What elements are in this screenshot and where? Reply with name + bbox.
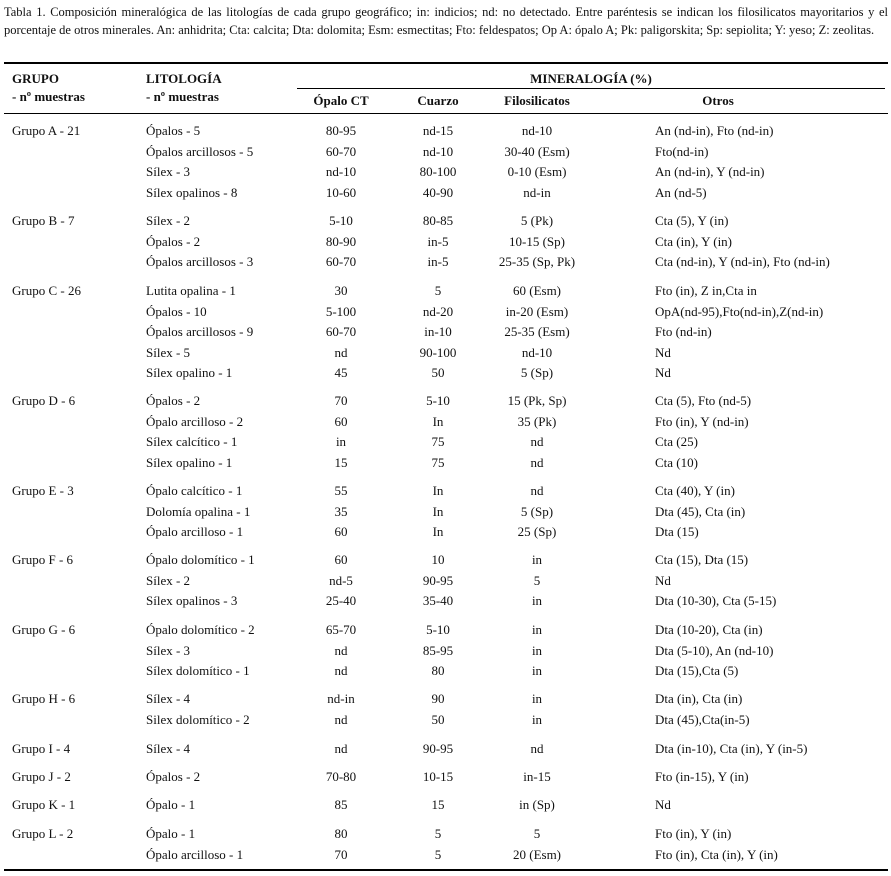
cell-cuarzo: in-10: [424, 324, 452, 339]
cell-otros: Cta (15), Dta (15): [655, 552, 749, 567]
cell-opalo-ct: 70-80: [325, 769, 357, 784]
cell-opalo-ct: nd-5: [329, 573, 353, 588]
cell-otros: Dta (45), Cta (in): [655, 504, 746, 519]
cell-cuarzo: 10-15: [422, 769, 454, 784]
header-filosilicatos: Filosilicatos: [504, 93, 570, 108]
cell-cuarzo: 15: [431, 797, 445, 812]
cell-filosilicatos: in: [531, 691, 543, 706]
cell-litologia: Silex dolomítico - 2: [146, 712, 250, 727]
cell-litologia: Sílex opalino - 1: [146, 455, 233, 470]
cell-otros: Fto (in-15), Y (in): [655, 769, 749, 784]
cell-otros: Dta (15): [655, 524, 699, 539]
cell-otros: Dta (10-20), Cta (in): [655, 622, 763, 637]
cell-otros: An (nd-in), Y (nd-in): [655, 164, 765, 179]
cell-litologia: Ópalo arcilloso - 1: [146, 524, 244, 539]
cell-litologia: Ópalo arcilloso - 1: [146, 847, 244, 862]
cell-filosilicatos: 5: [533, 826, 541, 841]
cell-cuarzo: 80: [431, 663, 445, 678]
cell-otros: Cta (40), Y (in): [655, 483, 735, 498]
cell-cuarzo: 10: [431, 552, 445, 567]
cell-opalo-ct: 60: [334, 552, 348, 567]
cell-opalo-ct: nd: [334, 741, 348, 756]
cell-litologia: Lutita opalina - 1: [146, 283, 236, 298]
group-label: Grupo F - 6: [12, 552, 74, 567]
group-label: Grupo D - 6: [12, 393, 76, 408]
cell-otros: Fto (in), Cta (in), Y (in): [655, 847, 778, 862]
cell-otros: Nd: [655, 797, 671, 812]
cell-cuarzo: 5-10: [426, 622, 450, 637]
cell-cuarzo: 40-90: [422, 185, 454, 200]
header-rule: [4, 113, 888, 114]
cell-opalo-ct: nd: [334, 663, 348, 678]
cell-filosilicatos: 60 (Esm): [512, 283, 562, 298]
group-label: Grupo G - 6: [12, 622, 76, 637]
cell-litologia: Sílex calcítico - 1: [146, 434, 238, 449]
cell-opalo-ct: 80: [334, 826, 348, 841]
group-label: Grupo C - 26: [12, 283, 81, 298]
cell-opalo-ct: 65-70: [325, 622, 357, 637]
cell-opalo-ct: 15: [334, 455, 348, 470]
cell-cuarzo: 90-95: [422, 741, 454, 756]
cell-litologia: Sílex - 3: [146, 643, 191, 658]
cell-litologia: Ópalos - 2: [146, 234, 201, 249]
cell-filosilicatos: in: [531, 712, 543, 727]
cell-cuarzo: 35-40: [422, 593, 454, 608]
cell-litologia: Ópalos arcillosos - 9: [146, 324, 254, 339]
header-grupo-sub: - nº muestras: [12, 89, 85, 104]
cell-otros: Dta (10-30), Cta (5-15): [655, 593, 777, 608]
header-opalo-ct: Ópalo CT: [313, 93, 369, 108]
cell-opalo-ct: 35: [334, 504, 348, 519]
cell-filosilicatos: in: [531, 552, 543, 567]
cell-otros: Cta (nd-in), Y (nd-in), Fto (nd-in): [655, 254, 830, 269]
cell-litologia: Ópalo arcilloso - 2: [146, 414, 244, 429]
cell-cuarzo: 90-95: [422, 573, 454, 588]
cell-litologia: Sílex opalinos - 8: [146, 185, 238, 200]
cell-otros: Nd: [655, 573, 671, 588]
cell-otros: Dta (in), Cta (in): [655, 691, 743, 706]
cell-otros: Fto(nd-in): [655, 144, 709, 159]
cell-cuarzo: 75: [431, 455, 445, 470]
cell-litologia: Sílex opalinos - 3: [146, 593, 238, 608]
cell-otros: Fto (in), Y (in): [655, 826, 732, 841]
cell-opalo-ct: 70: [334, 393, 348, 408]
cell-cuarzo: In: [432, 414, 444, 429]
cell-filosilicatos: in-15: [523, 769, 551, 784]
cell-otros: Cta (5), Y (in): [655, 213, 729, 228]
table-caption: Tabla 1. Composición mineralógica de las litologías de cada grupo geográfico; in: indicios; nd: no detectado. Entre paréntesis se indican los filosilicatos mayoritarios y el porcentaje de otros minerales. An: anhidrita; Cta: calcita; Dta: dolomita; Esm: esmectitas; Fto: feldespatos; Op A: ópalo A; Pk: paligorskita; Sp: sepiolita; Y: yeso; Z: zeolitas.: [4, 5, 888, 37]
cell-otros: Cta (5), Fto (nd-5): [655, 393, 752, 408]
cell-cuarzo: in-5: [427, 234, 449, 249]
cell-otros: Dta (15),Cta (5): [655, 663, 739, 678]
cell-filosilicatos: 5: [533, 573, 541, 588]
cell-litologia: Ópalos - 2: [146, 393, 201, 408]
cell-filosilicatos: in: [531, 593, 543, 608]
cell-filosilicatos: nd: [530, 483, 544, 498]
cell-filosilicatos: nd-10: [521, 123, 553, 138]
cell-litologia: Ópalos - 5: [146, 123, 201, 138]
cell-opalo-ct: 5-100: [325, 304, 357, 319]
header-litologia: LITOLOGÍA: [146, 71, 222, 86]
mineralogia-underline: [297, 88, 885, 89]
cell-litologia: Sílex - 4: [146, 691, 191, 706]
cell-opalo-ct: nd: [334, 643, 348, 658]
header-otros: Otros: [702, 93, 734, 108]
cell-otros: Cta (10): [655, 455, 698, 470]
cell-filosilicatos: in (Sp): [519, 797, 555, 812]
cell-cuarzo: 50: [431, 365, 445, 380]
cell-filosilicatos: nd: [530, 434, 544, 449]
cell-cuarzo: 5: [434, 847, 442, 862]
cell-filosilicatos: 25 (Sp): [517, 524, 557, 539]
group-label: Grupo B - 7: [12, 213, 75, 228]
cell-opalo-ct: 55: [334, 483, 348, 498]
cell-opalo-ct: 80-95: [325, 123, 357, 138]
cell-cuarzo: 5: [434, 283, 442, 298]
group-label: Grupo K - 1: [12, 797, 76, 812]
cell-opalo-ct: 10-60: [325, 185, 357, 200]
cell-cuarzo: nd-20: [422, 304, 454, 319]
cell-filosilicatos: 30-40 (Esm): [504, 144, 570, 159]
header-cuarzo: Cuarzo: [417, 93, 459, 108]
cell-cuarzo: In: [432, 524, 444, 539]
cell-litologia: Sílex - 2: [146, 213, 191, 228]
cell-litologia: Ópalo calcítico - 1: [146, 483, 243, 498]
cell-cuarzo: 50: [431, 712, 445, 727]
cell-opalo-ct: nd-10: [325, 164, 357, 179]
header-mineralogia: MINERALOGÍA (%): [530, 71, 652, 86]
cell-filosilicatos: nd: [530, 455, 544, 470]
cell-litologia: Sílex - 5: [146, 345, 191, 360]
cell-cuarzo: 5-10: [426, 393, 450, 408]
cell-filosilicatos: 5 (Sp): [520, 365, 554, 380]
cell-cuarzo: nd-10: [422, 144, 454, 159]
cell-filosilicatos: 5 (Pk): [520, 213, 554, 228]
cell-otros: Fto (nd-in): [655, 324, 712, 339]
cell-litologia: Ópalo dolomítico - 1: [146, 552, 255, 567]
cell-filosilicatos: 25-35 (Esm): [504, 324, 570, 339]
bottom-rule: [4, 869, 888, 871]
cell-litologia: Ópalos arcillosos - 5: [146, 144, 254, 159]
cell-cuarzo: In: [432, 483, 444, 498]
cell-otros: Dta (45),Cta(in-5): [655, 712, 750, 727]
group-label: Grupo A - 21: [12, 123, 81, 138]
cell-filosilicatos: 10-15 (Sp): [509, 234, 565, 249]
group-label: Grupo E - 3: [12, 483, 74, 498]
cell-litologia: Ópalo dolomítico - 2: [146, 622, 255, 637]
cell-opalo-ct: nd-in: [327, 691, 355, 706]
cell-litologia: Sílex dolomítico - 1: [146, 663, 250, 678]
cell-cuarzo: in-5: [427, 254, 449, 269]
cell-litologia: Ópalos arcillosos - 3: [146, 254, 254, 269]
cell-cuarzo: 90: [431, 691, 445, 706]
header-litologia-sub: - nº muestras: [146, 89, 219, 104]
cell-cuarzo: 5: [434, 826, 442, 841]
cell-opalo-ct: 25-40: [325, 593, 357, 608]
cell-cuarzo: nd-15: [422, 123, 454, 138]
cell-filosilicatos: 5 (Sp): [520, 504, 554, 519]
cell-otros: An (nd-in), Fto (nd-in): [655, 123, 774, 138]
cell-filosilicatos: in-20 (Esm): [505, 304, 569, 319]
cell-otros: Nd: [655, 365, 671, 380]
group-label: Grupo H - 6: [12, 691, 76, 706]
cell-cuarzo: 80-85: [422, 213, 454, 228]
cell-filosilicatos: 25-35 (Sp, Pk): [498, 254, 576, 269]
cell-opalo-ct: 60: [334, 524, 348, 539]
cell-filosilicatos: nd: [530, 741, 544, 756]
cell-litologia: Sílex opalino - 1: [146, 365, 233, 380]
cell-cuarzo: 90-100: [419, 345, 457, 360]
cell-opalo-ct: nd: [334, 345, 348, 360]
cell-opalo-ct: 80-90: [325, 234, 357, 249]
cell-litologia: Ópalo - 1: [146, 826, 196, 841]
top-rule: [4, 62, 888, 64]
cell-litologia: Ópalos - 2: [146, 769, 201, 784]
cell-litologia: Dolomía opalina - 1: [146, 504, 251, 519]
cell-opalo-ct: nd: [334, 712, 348, 727]
group-label: Grupo I - 4: [12, 741, 71, 756]
cell-filosilicatos: nd-10: [521, 345, 553, 360]
cell-opalo-ct: 60-70: [325, 254, 357, 269]
cell-otros: Cta (in), Y (in): [655, 234, 733, 249]
cell-otros: Fto (in), Z in,Cta in: [655, 283, 757, 298]
cell-otros: Fto (in), Y (nd-in): [655, 414, 749, 429]
cell-opalo-ct: 30: [334, 283, 348, 298]
cell-filosilicatos: 0-10 (Esm): [507, 164, 567, 179]
cell-litologia: Ópalo - 1: [146, 797, 196, 812]
cell-otros: Nd: [655, 345, 671, 360]
cell-litologia: Sílex - 2: [146, 573, 191, 588]
cell-filosilicatos: 20 (Esm): [512, 847, 562, 862]
cell-cuarzo: 85-95: [422, 643, 454, 658]
group-label: Grupo L - 2: [12, 826, 74, 841]
cell-opalo-ct: in: [335, 434, 347, 449]
cell-opalo-ct: 5-10: [329, 213, 353, 228]
cell-cuarzo: 75: [431, 434, 445, 449]
cell-filosilicatos: in: [531, 663, 543, 678]
cell-filosilicatos: nd-in: [523, 185, 551, 200]
cell-cuarzo: In: [432, 504, 444, 519]
cell-opalo-ct: 60: [334, 414, 348, 429]
cell-litologia: Sílex - 4: [146, 741, 191, 756]
cell-otros: Dta (5-10), An (nd-10): [655, 643, 774, 658]
cell-otros: OpA(nd-95),Fto(nd-in),Z(nd-in): [655, 304, 824, 319]
cell-litologia: Sílex - 3: [146, 164, 191, 179]
header-grupo: GRUPO: [12, 71, 59, 86]
cell-otros: Dta (in-10), Cta (in), Y (in-5): [655, 741, 808, 756]
cell-filosilicatos: 15 (Pk, Sp): [507, 393, 567, 408]
cell-cuarzo: 80-100: [419, 164, 457, 179]
cell-filosilicatos: in: [531, 622, 543, 637]
cell-otros: Cta (25): [655, 434, 698, 449]
cell-otros: An (nd-5): [655, 185, 707, 200]
cell-filosilicatos: in: [531, 643, 543, 658]
cell-opalo-ct: 60-70: [325, 144, 357, 159]
group-label: Grupo J - 2: [12, 769, 71, 784]
cell-filosilicatos: 35 (Pk): [517, 414, 557, 429]
cell-opalo-ct: 45: [334, 365, 348, 380]
cell-litologia: Ópalos - 10: [146, 304, 207, 319]
cell-opalo-ct: 70: [334, 847, 348, 862]
cell-opalo-ct: 85: [334, 797, 348, 812]
cell-opalo-ct: 60-70: [325, 324, 357, 339]
